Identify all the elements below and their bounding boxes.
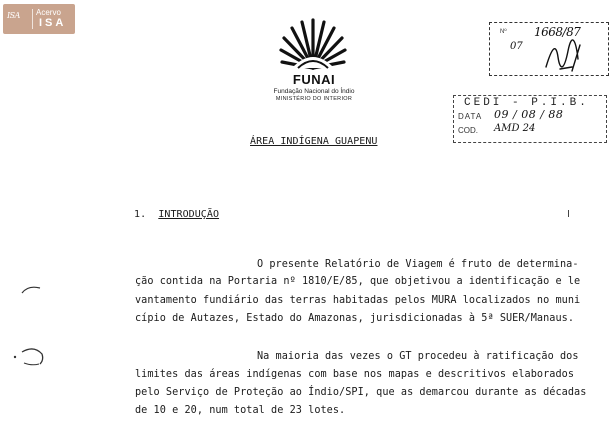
funai-ministry: MINISTÉRIO DO INTERIOR	[275, 96, 353, 102]
funai-wordmark: FUNAI	[292, 72, 336, 87]
protocol-stamp	[489, 22, 609, 76]
protocol-sub-number: 07	[510, 41, 523, 52]
protocol-number-label: Nº	[500, 29, 507, 35]
cedi-stamp-title: CEDI - P.I.B.	[464, 97, 589, 109]
badge-divider	[32, 9, 33, 29]
paragraph-1-line: vantamento fundiário das terras habitadas pelos MURA localizados no muni	[135, 295, 581, 306]
handwritten-signature-icon	[542, 37, 590, 73]
section-number: 1.	[134, 209, 147, 220]
paragraph-1-line: ção contida na Portaria nº 1810/E/85, que objetivou a identificação e le	[135, 276, 581, 287]
punch-hole-mark-icon	[12, 346, 46, 368]
document-title: ÁREA INDÍGENA GUAPENU	[250, 136, 378, 147]
paragraph-1-line: O presente Relatório de Viagem é fruto de determina-	[257, 259, 579, 270]
cedi-stamp	[453, 95, 607, 143]
cedi-date-label: DATA	[458, 112, 483, 121]
funai-sun-logo-icon	[278, 10, 348, 74]
punch-hole-mark-icon	[20, 283, 44, 297]
isa-signature-logo: ISA	[7, 11, 20, 20]
paragraph-2-line: de 10 e 20, num total de 23 lotes.	[135, 405, 346, 416]
protocol-number: 1668/87	[534, 25, 581, 39]
funai-full-name: Fundação Nacional do Índio	[273, 88, 355, 95]
section-heading	[134, 209, 219, 220]
isa-label: ISA	[39, 17, 67, 29]
section-title: INTRODUÇÃO	[158, 209, 220, 220]
cedi-code-label: COD.	[458, 126, 478, 135]
paragraph-1-line: cípio de Autazes, Estado do Amazonas, jurisdicionadas à 5ª SUER/Manaus.	[135, 313, 575, 324]
paragraph-2-line: pelo Serviço de Proteção ao Índio/SPI, que as demarcou durante as décadas	[135, 387, 587, 398]
acervo-isa-badge	[3, 4, 75, 34]
paragraph-2-line: Na maioria das vezes o GT procedeu à ratificação dos	[257, 351, 579, 362]
paragraph-2-line: limites das áreas indígenas com base nos mapas e descritivos elaborados	[135, 369, 575, 380]
margin-tick-mark	[568, 210, 569, 217]
cedi-date-value: 09 / 08 / 88	[494, 108, 564, 121]
cedi-code-value: AMD 24	[494, 123, 536, 134]
acervo-label: Acervo	[36, 8, 61, 17]
